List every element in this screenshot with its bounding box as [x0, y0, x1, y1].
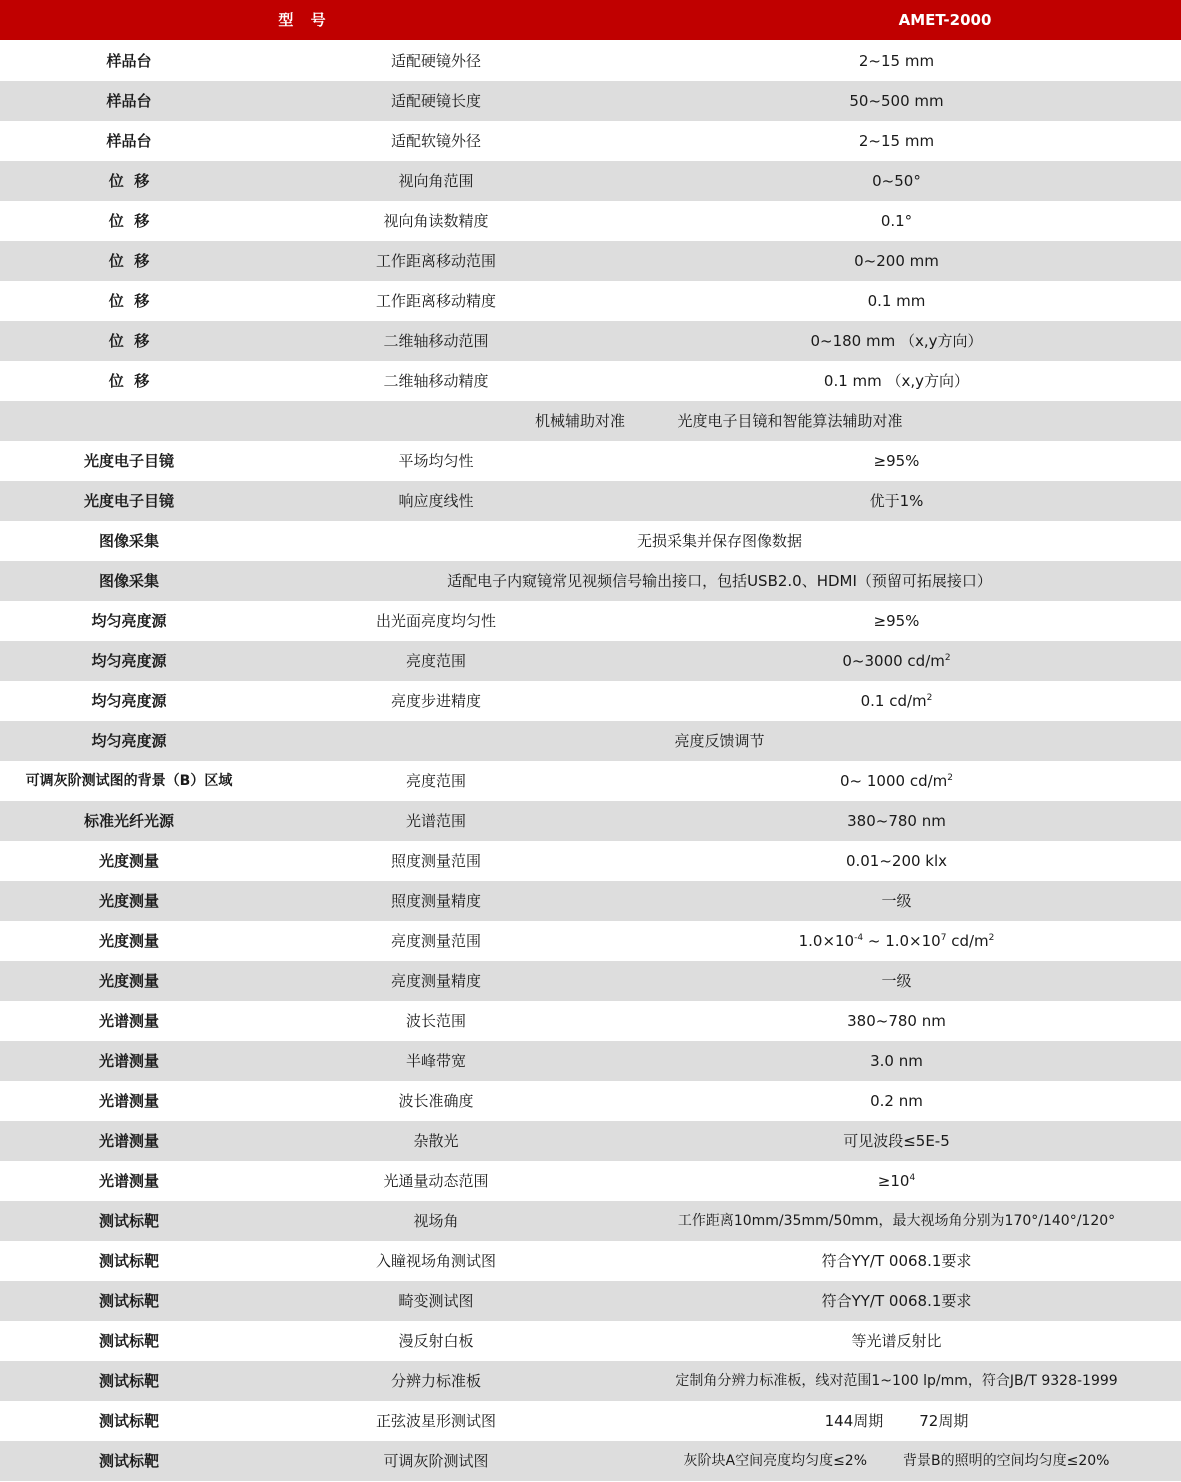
- value-cell: 0.2 nm: [870, 1092, 923, 1110]
- table-row: [0, 1121, 1181, 1161]
- table-row: [0, 441, 1181, 481]
- parameter-cell: 响应度线性: [398, 492, 474, 510]
- alignment-option-mechanical: 机械辅助对准: [534, 412, 625, 430]
- category-cell: 均匀亮度源: [91, 612, 167, 630]
- value-cell: 3.0 nm: [870, 1052, 923, 1070]
- category-cell: 光谱测量: [98, 1092, 159, 1110]
- category-cell: 测试标靶: [98, 1252, 159, 1270]
- table-row: [0, 161, 1181, 201]
- value-text: 144周期: [824, 1412, 884, 1430]
- value-cell: 0~200 mm: [854, 252, 939, 270]
- parameter-cell: 适配硬镜长度: [390, 92, 481, 110]
- category-cell: 位 移: [108, 212, 150, 230]
- superscript: 2: [944, 653, 951, 663]
- table-row: [0, 1361, 1181, 1401]
- category-cell: 测试标靶: [98, 1292, 159, 1310]
- parameter-cell: 照度测量范围: [390, 852, 481, 870]
- category-cell: 位 移: [108, 172, 150, 190]
- parameter-cell: 杂散光: [413, 1132, 459, 1150]
- merged-value-cell: 亮度反馈调节: [674, 732, 765, 750]
- category-cell: 光度测量: [98, 892, 159, 910]
- parameter-cell: 二维轴移动精度: [383, 372, 489, 390]
- value-cell: [612, 1401, 1181, 1441]
- superscript: -4: [854, 933, 864, 943]
- table-row: [0, 721, 1181, 761]
- category-cell: 样品台: [106, 52, 152, 70]
- value-text: 0~3000 cd/m: [842, 652, 945, 670]
- table-row: [0, 481, 1181, 521]
- value-cell: [612, 761, 1181, 801]
- table-row: [0, 521, 1181, 561]
- parameter-cell: 亮度范围: [405, 652, 466, 670]
- value-text: ~ 1.0×10: [863, 932, 941, 950]
- value-text: cd/m: [946, 932, 989, 950]
- table-row: [0, 1161, 1181, 1201]
- table-row: [0, 1241, 1181, 1281]
- value-cell: [612, 681, 1181, 721]
- category-cell: 光谱测量: [98, 1132, 159, 1150]
- table-row: [0, 1041, 1181, 1081]
- table-row: [0, 841, 1181, 881]
- value-text: 72周期: [919, 1412, 969, 1430]
- category-cell: 位 移: [108, 292, 150, 310]
- category-cell: 均匀亮度源: [91, 732, 167, 750]
- parameter-cell: 适配软镜外径: [390, 132, 481, 150]
- parameter-cell: 出光面亮度均匀性: [375, 612, 496, 630]
- parameter-cell: 亮度范围: [405, 772, 466, 790]
- value-cell: 符合YY/T 0068.1要求: [821, 1292, 972, 1310]
- category-cell: 光谱测量: [98, 1012, 159, 1030]
- category-cell: 可调灰阶测试图的背景（B）区域: [25, 773, 233, 789]
- table-row: [0, 641, 1181, 681]
- value-cell: 50~500 mm: [849, 92, 944, 110]
- parameter-cell: 光谱范围: [405, 812, 466, 830]
- table-row: [0, 1201, 1181, 1241]
- superscript: 2: [926, 693, 933, 703]
- category-cell: 光度测量: [98, 932, 159, 950]
- parameter-cell: 适配硬镜外径: [390, 52, 481, 70]
- category-cell: 测试标靶: [98, 1332, 159, 1350]
- superscript: 2: [947, 773, 953, 783]
- superscript: 2: [988, 933, 995, 943]
- table-row: [0, 361, 1181, 401]
- value-cell: 2~15 mm: [858, 132, 935, 150]
- superscript: 4: [909, 1173, 916, 1183]
- category-cell: 标准光纤光源: [83, 812, 174, 830]
- table-row: [0, 1321, 1181, 1361]
- category-cell: 测试标靶: [98, 1412, 159, 1430]
- table-row: [0, 1281, 1181, 1321]
- parameter-cell: 半峰带宽: [405, 1052, 466, 1070]
- table-row: [0, 41, 1181, 81]
- table-row: [0, 121, 1181, 161]
- category-cell: 位 移: [108, 252, 150, 270]
- parameter-cell: 二维轴移动范围: [383, 332, 489, 350]
- parameter-cell: 亮度步进精度: [390, 692, 481, 710]
- value-text: 灰阶块A空间亮度均匀度≤2%: [683, 1453, 868, 1469]
- parameter-cell: 照度测量精度: [390, 892, 481, 910]
- category-cell: 图像采集: [98, 532, 159, 550]
- parameter-cell: 工作距离移动精度: [375, 292, 496, 310]
- merged-value-cell: 无损采集并保存图像数据: [636, 532, 802, 550]
- alignment-option-electronic: 光度电子目镜和智能算法辅助对准: [677, 412, 903, 430]
- table-row: [0, 1441, 1181, 1481]
- category-cell: 测试标靶: [98, 1372, 159, 1390]
- parameter-cell: 入瞳视场角测试图: [375, 1252, 496, 1270]
- table-row: [0, 961, 1181, 1001]
- value-text: 0~ 1000 cd/m: [840, 772, 948, 790]
- parameter-cell: 畸变测试图: [398, 1292, 474, 1310]
- table-row: [0, 241, 1181, 281]
- value-cell: 380~780 nm: [847, 1012, 946, 1030]
- parameter-cell: 漫反射白板: [398, 1332, 474, 1350]
- category-cell: 位 移: [108, 372, 150, 390]
- value-cell: 定制角分辨力标准板，线对范围1~100 lp/mm，符合JB/T 9328-1999: [675, 1373, 1118, 1389]
- category-cell: 测试标靶: [98, 1452, 159, 1470]
- category-cell: 光度电子目镜: [83, 492, 174, 510]
- table-row: [0, 761, 1181, 801]
- value-cell: 符合YY/T 0068.1要求: [821, 1252, 972, 1270]
- value-text: 0.1 cd/m: [860, 692, 927, 710]
- value-cell: 0.01~200 klx: [845, 852, 948, 870]
- table-row: [0, 561, 1181, 601]
- table-row: [0, 601, 1181, 641]
- table-row: [0, 1401, 1181, 1441]
- parameter-cell: 视向角范围: [398, 172, 474, 190]
- category-cell: 光度测量: [98, 972, 159, 990]
- value-cell: 380~780 nm: [847, 812, 946, 830]
- value-cell: [612, 1161, 1181, 1201]
- category-cell: 位 移: [108, 332, 150, 350]
- table-row: [0, 401, 1181, 441]
- header-label-model: 型 号: [278, 11, 332, 29]
- value-cell: [612, 641, 1181, 681]
- category-cell: 图像采集: [98, 572, 159, 590]
- category-cell: 光谱测量: [98, 1052, 159, 1070]
- table-row: [0, 801, 1181, 841]
- value-text: 1.0×10: [798, 932, 855, 950]
- category-cell: [0, 401, 258, 441]
- category-cell: 测试标靶: [98, 1212, 159, 1230]
- value-cell: 0.1 mm: [867, 292, 926, 310]
- header-model-value: AMET-2000: [898, 11, 992, 29]
- parameter-cell: 工作距离移动范围: [375, 252, 496, 270]
- value-cell: 一级: [881, 892, 912, 910]
- parameter-cell: 分辨力标准板: [390, 1372, 481, 1390]
- value-text: ≥10: [877, 1172, 910, 1190]
- parameter-cell: 可调灰阶测试图: [383, 1452, 489, 1470]
- value-cell: [612, 921, 1181, 961]
- category-cell: 均匀亮度源: [91, 652, 167, 670]
- value-cell: 工作距离10mm/35mm/50mm，最大视场角分别为170°/140°/120°: [677, 1213, 1116, 1229]
- value-text: 背景B的照明的空间均匀度≤20%: [903, 1453, 1110, 1469]
- table-row: [0, 81, 1181, 121]
- parameter-cell: 波长准确度: [398, 1092, 474, 1110]
- table-row: [0, 201, 1181, 241]
- parameter-cell: 视场角: [413, 1212, 459, 1230]
- parameter-cell: 光通量动态范围: [383, 1172, 489, 1190]
- parameter-cell: 波长范围: [405, 1012, 466, 1030]
- category-cell: 光谱测量: [98, 1172, 159, 1190]
- value-cell: 2~15 mm: [858, 52, 935, 70]
- value-cell: 可见波段≤5E-5: [843, 1132, 950, 1150]
- category-cell: 均匀亮度源: [91, 692, 167, 710]
- table-row: [0, 281, 1181, 321]
- value-cell: 优于1%: [869, 492, 924, 510]
- parameter-cell: 平场均匀性: [398, 452, 474, 470]
- value-cell: 0.1°: [880, 212, 913, 230]
- table-row: [0, 1001, 1181, 1041]
- table-row: [0, 921, 1181, 961]
- parameter-cell: 亮度测量范围: [390, 932, 481, 950]
- table-row: [0, 1081, 1181, 1121]
- table-row: [0, 681, 1181, 721]
- superscript: 7: [940, 933, 947, 943]
- parameter-cell: 正弦波星形测试图: [375, 1412, 496, 1430]
- category-cell: 光度电子目镜: [83, 452, 174, 470]
- category-cell: 样品台: [106, 92, 152, 110]
- table-row: [0, 321, 1181, 361]
- parameter-cell: 视向角读数精度: [383, 212, 489, 230]
- value-cell: [612, 1441, 1181, 1481]
- value-cell: ≥95%: [873, 452, 920, 470]
- value-cell: 0~50°: [872, 172, 921, 190]
- parameter-cell: 亮度测量精度: [390, 972, 481, 990]
- table-row: [0, 881, 1181, 921]
- value-cell: 等光谱反射比: [851, 1332, 942, 1350]
- category-cell: 样品台: [106, 132, 152, 150]
- value-cell: ≥95%: [873, 612, 920, 630]
- value-cell: 一级: [881, 972, 912, 990]
- value-cell: 0~180 mm （x,y方向）: [810, 332, 983, 350]
- table-header: [0, 0, 1181, 41]
- merged-value-cell: 适配电子内窥镜常见视频信号输出接口，包括USB2.0、HDMI（预留可拓展接口）: [447, 572, 992, 590]
- value-cell: 0.1 mm （x,y方向）: [823, 372, 970, 390]
- category-cell: 光度测量: [98, 852, 159, 870]
